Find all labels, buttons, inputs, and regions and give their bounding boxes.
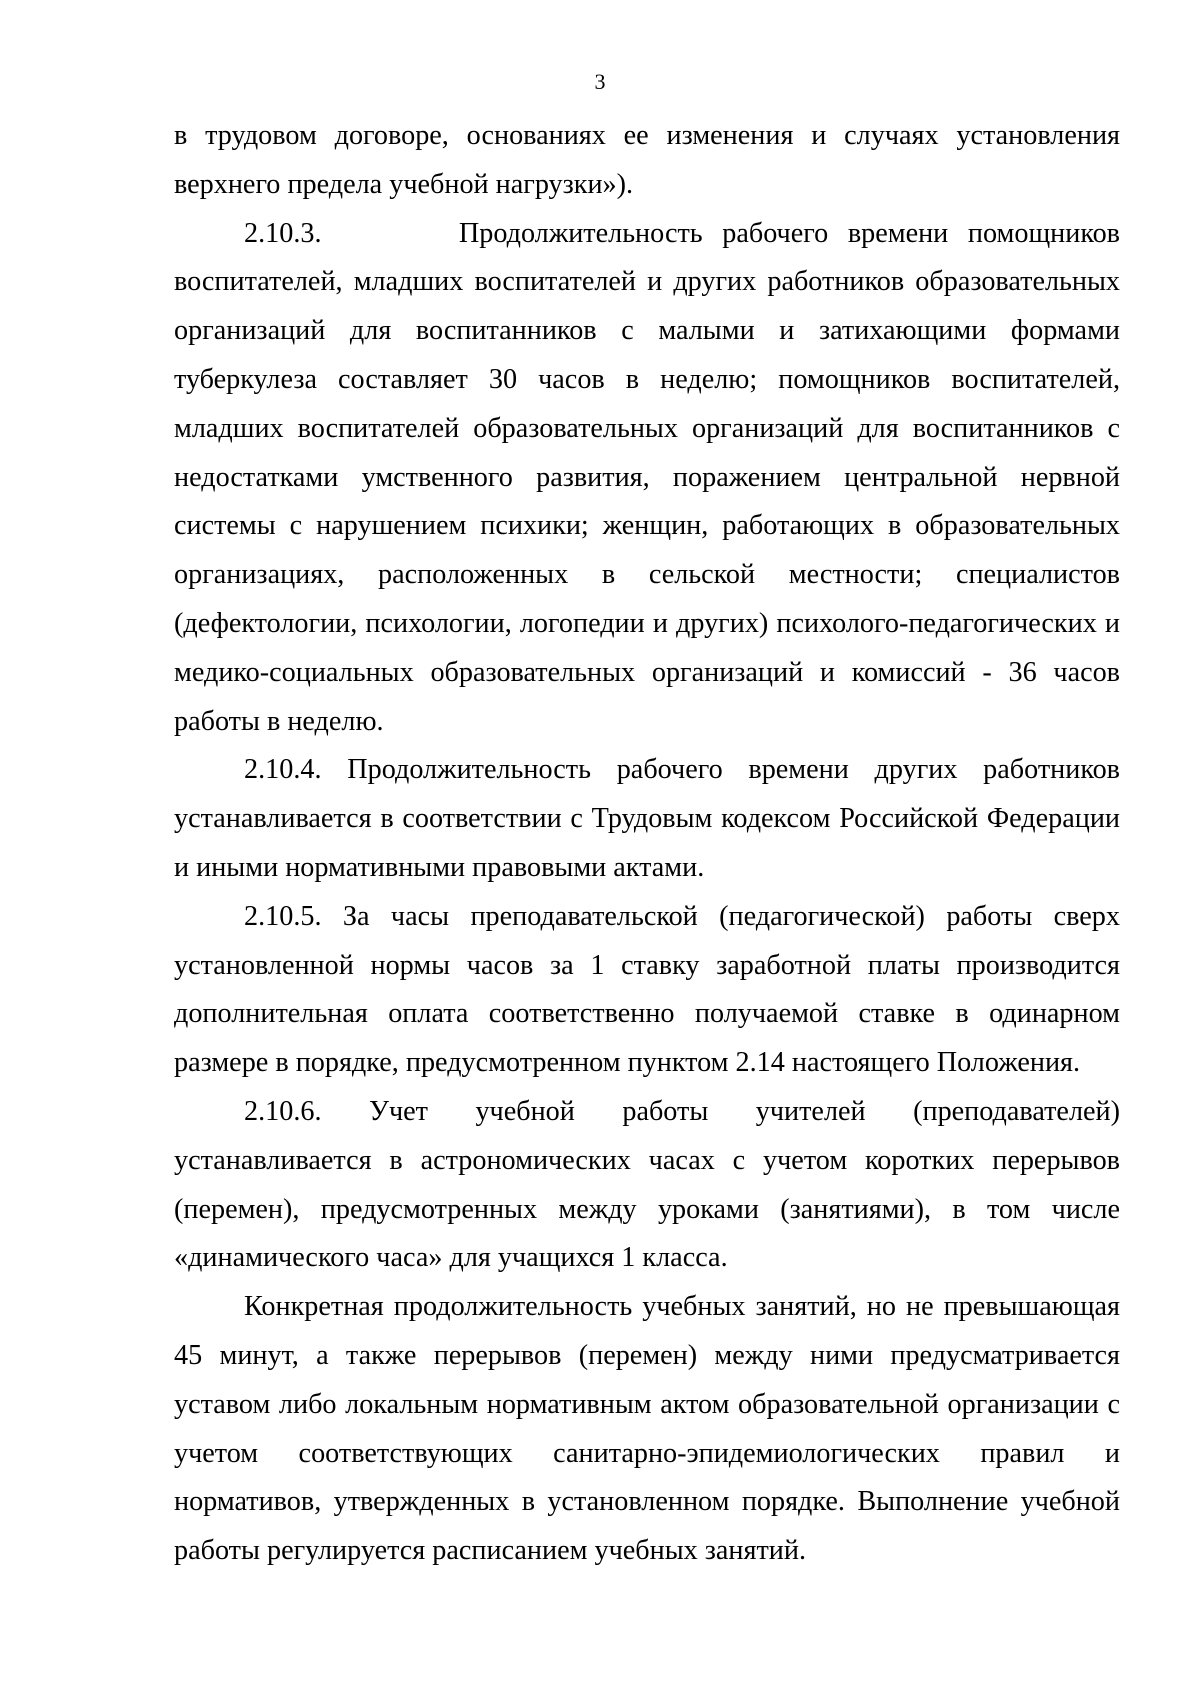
page-number: 3 [594,69,606,94]
document-body [174,112,1120,1576]
paragraph-2-10-3: 2.10.3. Продолжительность рабочего времени помощников воспитателей, младших воспитателей и других работников образовательных организаций для воспитанников с малыми и затихающими формами туберкулеза составляет 30 часов в неделю; помощников воспитателей, младших воспитателей образовательных организаций для воспитанников с недостатками умственного развития, поражением центральной нервной системы с нарушением психики; женщин, работающих в образовательных организациях, расположенных в сельской местности; специалистов (дефектологии, психологии, логопедии и других) психолого-педагогических и медико-социальных образовательных организаций и комиссий - 36 часов работы в неделю. [174,217,1120,737]
paragraph-2-10-5: 2.10.5. За часы преподавательской (педагогической) работы сверх установленной нормы часов за 1 ставку заработной платы производится дополнительная оплата соответственно получаемой ставке в одинарном размере в порядке, предусмотренном пунктом 2.14 настоящего Положения. [174,900,1120,1079]
paragraph-2-10-4: 2.10.4. Продолжительность рабочего времени других работников устанавливается в соответствии с Трудовым кодексом Российской Федерации и иными нормативными правовыми актами. [174,754,1120,883]
paragraph-continuation: в трудовом договоре, основаниях ее изменения и случаях установления верхнего предела учебной нагрузки»). [174,120,1120,200]
paragraph-2-10-6: 2.10.6. Учет учебной работы учителей (преподавателей) устанавливается в астрономических часах с учетом коротких перерывов (перемен), предусмотренных между уроками (занятиями), в том числе «динамического часа» для учащихся 1 класса. [174,1095,1120,1274]
paragraph-lesson-duration: Конкретная продолжительность учебных занятий, но не превышающая 45 минут, а также перерывов (перемен) между ними предусматривается уставом либо локальным нормативным актом образовательной организации с учетом соответствующих санитарно-эпидемиологических правил и нормативов, утвержденных в установленном порядке. Выполнение учебной работы регулируется расписанием учебных занятий. [174,1291,1120,1567]
